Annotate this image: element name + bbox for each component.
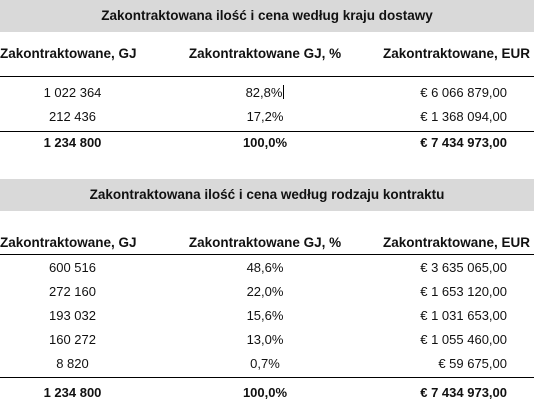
table-row (0, 256, 534, 280)
cell-gj-percent[interactable]: 82,8% (245, 85, 283, 100)
total-row (0, 381, 534, 405)
table-row (0, 328, 534, 352)
table-by-contract-type (0, 179, 534, 400)
total-gj: 1 234 800 (43, 385, 102, 400)
cell-eur: € 6 066 879,00 (420, 85, 507, 100)
header-gj-percent: Zakontraktowane GJ, % (188, 46, 342, 61)
total-gj: 1 234 800 (43, 135, 102, 150)
header-gj: Zakontraktowane, GJ (0, 235, 137, 250)
cell-gj-percent: 22,0% (246, 284, 284, 299)
header-gj-percent: Zakontraktowane GJ, % (188, 235, 342, 250)
table-by-delivery-country (0, 0, 534, 150)
table-title: Zakontraktowana ilość i cena według rodzaju kontraktu (0, 179, 534, 211)
table-body (0, 81, 534, 129)
header-divider (0, 76, 534, 77)
total-divider (0, 377, 534, 378)
cell-gj: 8 820 (56, 356, 89, 371)
total-gj-percent: 100,0% (242, 385, 288, 400)
total-gj-percent: 100,0% (242, 135, 288, 150)
table-row (0, 280, 534, 304)
total-eur: € 7 434 973,00 (420, 385, 507, 400)
cell-gj-percent: 0,7% (250, 356, 280, 371)
cell-gj: 212 436 (49, 109, 96, 124)
header-eur: Zakontraktowane, EUR (383, 46, 531, 61)
cell-gj: 193 032 (49, 308, 96, 323)
cell-gj: 600 516 (49, 260, 96, 275)
cell-eur: € 1 055 460,00 (420, 332, 507, 347)
table-title: Zakontraktowana ilość i cena według kraju dostawy (0, 0, 534, 32)
cell-eur: € 59 675,00 (438, 356, 507, 371)
cell-eur: € 1 368 094,00 (420, 109, 507, 124)
cell-eur: € 1 031 653,00 (420, 308, 507, 323)
cell-gj-percent: 17,2% (246, 109, 284, 124)
table-row (0, 304, 534, 328)
total-row (0, 131, 534, 155)
table-row (0, 105, 534, 129)
header-row (0, 32, 534, 76)
cell-gj: 160 272 (49, 332, 96, 347)
table-row (0, 81, 534, 105)
cell-gj-percent: 15,6% (246, 308, 284, 323)
header-divider (0, 254, 534, 255)
header-gj: Zakontraktowane, GJ (0, 46, 137, 61)
table-body (0, 256, 534, 376)
text-cursor (283, 85, 284, 99)
cell-gj-percent: 13,0% (246, 332, 284, 347)
total-eur: € 7 434 973,00 (420, 135, 507, 150)
cell-eur: € 3 635 065,00 (420, 260, 507, 275)
cell-eur: € 1 653 120,00 (420, 284, 507, 299)
cell-gj-percent: 48,6% (246, 260, 284, 275)
cell-gj: 272 160 (49, 284, 96, 299)
cell-gj: 1 022 364 (43, 85, 102, 100)
table-row (0, 352, 534, 376)
header-eur: Zakontraktowane, EUR (383, 235, 531, 250)
